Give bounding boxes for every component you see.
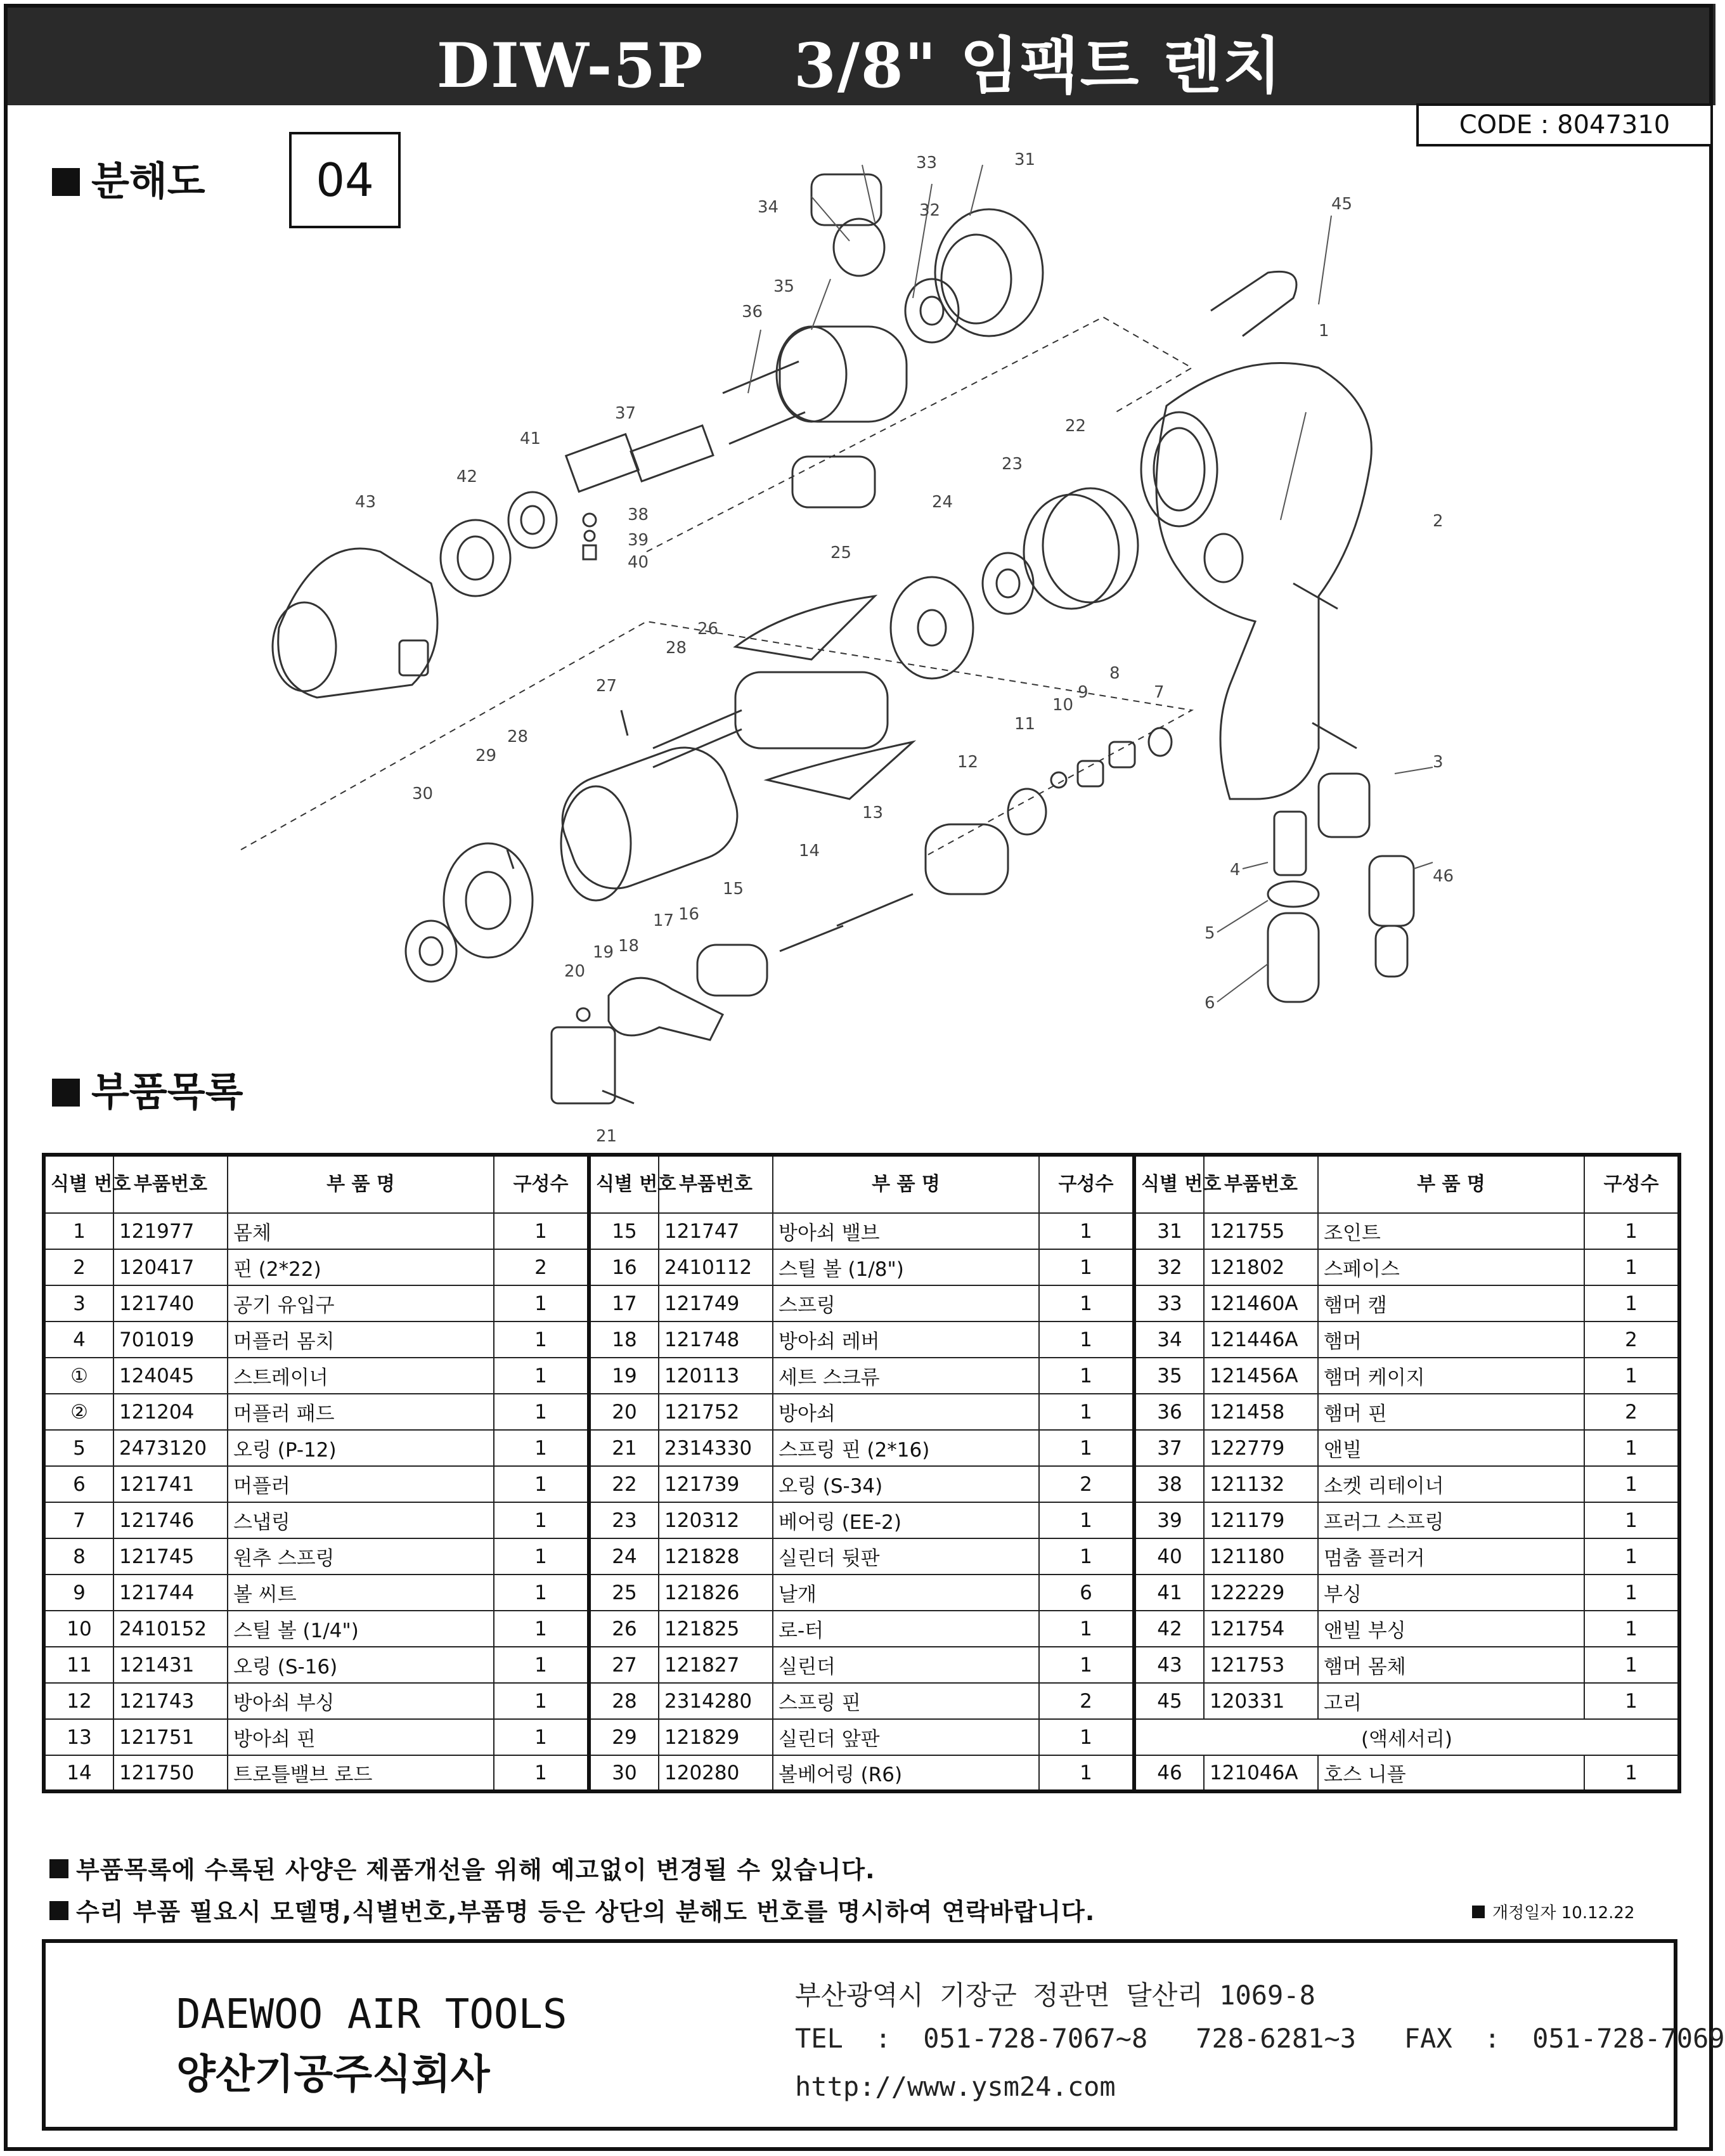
exploded-view-heading: 분해도	[52, 150, 205, 206]
square-bullet-icon	[49, 1901, 68, 1920]
cell-qty: 2	[1039, 1466, 1134, 1502]
table-row	[44, 1394, 1679, 1430]
cell-id: 11	[44, 1647, 113, 1683]
part-label: 35	[773, 277, 795, 296]
cell-id: 31	[1134, 1213, 1204, 1249]
part-label: 1	[1319, 321, 1329, 341]
company-name-ko: 양산기공주식회사	[176, 2051, 490, 2098]
part-label: 24	[932, 493, 953, 512]
cell-id: 18	[589, 1322, 659, 1358]
cell-qty: 1	[1584, 1538, 1679, 1575]
cell-qty: 1	[494, 1213, 589, 1249]
cell-qty: 1	[1584, 1575, 1679, 1611]
cell-name: 고리	[1318, 1683, 1584, 1719]
part-label: 21	[596, 1127, 617, 1146]
cell-qty: 1	[1039, 1358, 1134, 1394]
cell-part-no: 121743	[113, 1683, 228, 1719]
cell-id: 12	[44, 1683, 113, 1719]
cell-id: 9	[44, 1575, 113, 1611]
cell-name: 소켓 리테이너	[1318, 1466, 1584, 1502]
column-header-qty: 구성수	[1584, 1155, 1679, 1213]
cell-qty: 1	[1584, 1213, 1679, 1249]
cell-part-no: 2410152	[113, 1611, 228, 1647]
cell-part-no: 121204	[113, 1394, 228, 1430]
cell-name: 방아쇠 레버	[773, 1322, 1039, 1358]
cell-part-no: 121750	[113, 1755, 228, 1791]
part-label: 25	[830, 543, 852, 562]
part-label: 39	[628, 531, 649, 550]
cell-id: 43	[1134, 1647, 1204, 1683]
part-label: 41	[520, 429, 541, 448]
cell-id: ②	[44, 1394, 113, 1430]
cell-id: 34	[1134, 1322, 1204, 1358]
cell-id: 22	[589, 1466, 659, 1502]
cell-qty: 1	[1039, 1285, 1134, 1322]
cell-id: 25	[589, 1575, 659, 1611]
square-bullet-icon	[52, 1079, 80, 1107]
part-label: 15	[723, 880, 744, 899]
cell-id: 40	[1134, 1538, 1204, 1575]
cell-part-no: 122779	[1204, 1430, 1318, 1466]
cell-name: 스틸 볼 (1/8")	[773, 1249, 1039, 1285]
parts-list-heading: 부품목록	[52, 1060, 243, 1117]
revision-date: 개정일자 10.12.22	[1472, 1900, 1635, 1923]
table-row	[44, 1611, 1679, 1647]
cell-part-no: 121745	[113, 1538, 228, 1575]
cell-name: 로-터	[773, 1611, 1039, 1647]
column-header-part-no: 부품번호	[113, 1155, 228, 1213]
company-phone-fax: TEL : 051-728-7067~8 728-6281~3 FAX : 051-728-7069	[795, 2023, 1725, 2054]
cell-part-no: 121431	[113, 1647, 228, 1683]
part-label: 45	[1331, 195, 1353, 214]
part-label: 37	[615, 404, 636, 423]
table-row	[44, 1213, 1679, 1249]
page-number-box: 04	[289, 132, 401, 228]
cell-qty: 2	[494, 1249, 589, 1285]
cell-name: 햄머 핀	[1318, 1394, 1584, 1430]
table-row	[44, 1647, 1679, 1683]
cell-id: 2	[44, 1249, 113, 1285]
cell-part-no: 2473120	[113, 1430, 228, 1466]
table-row	[44, 1249, 1679, 1285]
cell-id: 38	[1134, 1466, 1204, 1502]
cell-name: 햄머 케이지	[1318, 1358, 1584, 1394]
table-row	[44, 1502, 1679, 1538]
cell-name: 멈춤 플러거	[1318, 1538, 1584, 1575]
company-footer	[42, 1939, 1725, 2131]
cell-part-no: 701019	[113, 1322, 228, 1358]
cell-id: 5	[44, 1430, 113, 1466]
cell-qty: 1	[494, 1538, 589, 1575]
cell-id: 33	[1134, 1285, 1204, 1322]
column-header-qty: 구성수	[1039, 1155, 1134, 1213]
cell-qty: 1	[1584, 1249, 1679, 1285]
cell-qty: 1	[494, 1466, 589, 1502]
cell-name: 햄머 캠	[1318, 1285, 1584, 1322]
parts-table	[42, 1153, 1681, 1793]
part-label: 32	[919, 201, 941, 220]
cell-qty: 2	[1039, 1683, 1134, 1719]
table-row	[44, 1322, 1679, 1358]
cell-part-no: 120113	[659, 1358, 773, 1394]
cell-part-no: 121828	[659, 1538, 773, 1575]
column-header-id: 식별 번호	[589, 1155, 659, 1213]
cell-qty: 1	[1039, 1322, 1134, 1358]
cell-id: 46	[1134, 1755, 1204, 1791]
part-label: 3	[1433, 753, 1444, 772]
cell-name: 원추 스프링	[228, 1538, 494, 1575]
part-label: 29	[475, 746, 497, 765]
cell-qty: 1	[494, 1285, 589, 1322]
cell-part-no: 2410112	[659, 1249, 773, 1285]
cell-name: 햄머	[1318, 1322, 1584, 1358]
cell-part-no: 120417	[113, 1249, 228, 1285]
cell-name: 방아쇠 핀	[228, 1719, 494, 1755]
cell-qty: 1	[494, 1575, 589, 1611]
cell-name: 방아쇠	[773, 1394, 1039, 1430]
cell-qty: 6	[1039, 1575, 1134, 1611]
part-label: 28	[666, 639, 687, 658]
part-label: 13	[862, 803, 884, 822]
part-label: 33	[916, 153, 938, 172]
table-row	[44, 1466, 1679, 1502]
cell-part-no: 121456A	[1204, 1358, 1318, 1394]
cell-name: 머플러 몸치	[228, 1322, 494, 1358]
cell-qty: 1	[1039, 1611, 1134, 1647]
cell-qty: 1	[494, 1611, 589, 1647]
note-spec-change: 부품목록에 수록된 사양은 제품개선을 위해 예고없이 변경될 수 있습니다.	[49, 1850, 875, 1885]
cell-part-no: 120280	[659, 1755, 773, 1791]
cell-id: 36	[1134, 1394, 1204, 1430]
cell-part-no: 121829	[659, 1719, 773, 1755]
table-row	[44, 1755, 1679, 1791]
company-name-en: DAEWOO AIR TOOLS	[176, 1991, 567, 2038]
cell-part-no: 122229	[1204, 1575, 1318, 1611]
cell-qty: 1	[1039, 1755, 1134, 1791]
cell-part-no: 121180	[1204, 1538, 1318, 1575]
cell-part-no: 120312	[659, 1502, 773, 1538]
square-bullet-icon	[49, 1859, 68, 1878]
parts-table-body	[44, 1213, 1679, 1791]
cell-name: 스프링 핀	[773, 1683, 1039, 1719]
cell-part-no: 124045	[113, 1358, 228, 1394]
cell-id: 29	[589, 1719, 659, 1755]
cell-part-no: 121740	[113, 1285, 228, 1322]
cell-qty: 1	[1584, 1466, 1679, 1502]
cell-part-no: 121753	[1204, 1647, 1318, 1683]
cell-qty: 1	[1584, 1755, 1679, 1791]
cell-qty: 1	[1584, 1430, 1679, 1466]
cell-qty: 1	[494, 1430, 589, 1466]
cell-id: 15	[589, 1213, 659, 1249]
column-header-id: 식별 번호	[1134, 1155, 1204, 1213]
column-header-name: 부 품 명	[773, 1155, 1039, 1213]
part-label: 43	[355, 493, 377, 512]
cell-qty: 1	[494, 1358, 589, 1394]
part-label: 19	[593, 943, 614, 962]
column-header-name: 부 품 명	[1318, 1155, 1584, 1213]
cell-name: 조인트	[1318, 1213, 1584, 1249]
cell-name: 햄머 몸체	[1318, 1647, 1584, 1683]
cell-part-no: 2314330	[659, 1430, 773, 1466]
cell-qty: 2	[1584, 1322, 1679, 1358]
part-label: 40	[628, 553, 649, 572]
cell-qty: 1	[1584, 1647, 1679, 1683]
cell-part-no: 121179	[1204, 1502, 1318, 1538]
part-label: 46	[1433, 867, 1454, 886]
part-label: 2	[1433, 512, 1444, 531]
cell-name: 실린더	[773, 1647, 1039, 1683]
cell-id: 13	[44, 1719, 113, 1755]
cell-id: 23	[589, 1502, 659, 1538]
cell-part-no: 121826	[659, 1575, 773, 1611]
table-row	[44, 1575, 1679, 1611]
cell-part-no: 121747	[659, 1213, 773, 1249]
cell-name: 스프링 핀 (2*16)	[773, 1430, 1039, 1466]
cell-qty: 1	[1584, 1285, 1679, 1322]
cell-name: 볼 씨트	[228, 1575, 494, 1611]
part-label: 12	[957, 753, 979, 772]
cell-part-no: 121460A	[1204, 1285, 1318, 1322]
column-header-part-no: 부품번호	[1204, 1155, 1318, 1213]
cell-id: 39	[1134, 1502, 1204, 1538]
cell-name: 공기 유입구	[228, 1285, 494, 1322]
cell-id: 37	[1134, 1430, 1204, 1466]
part-label: 27	[596, 677, 617, 696]
cell-part-no: 121751	[113, 1719, 228, 1755]
cell-id: 21	[589, 1430, 659, 1466]
part-label: 16	[678, 905, 700, 924]
part-label: 26	[697, 620, 719, 639]
column-header-name: 부 품 명	[228, 1155, 494, 1213]
cell-qty: 1	[494, 1719, 589, 1755]
cell-qty: 1	[1584, 1611, 1679, 1647]
part-label: 9	[1078, 683, 1089, 702]
column-header-part-no: 부품번호	[659, 1155, 773, 1213]
part-label: 6	[1205, 994, 1215, 1013]
cell-id: 24	[589, 1538, 659, 1575]
cell-part-no: 121744	[113, 1575, 228, 1611]
cell-qty: 1	[1039, 1502, 1134, 1538]
square-bullet-icon	[1472, 1906, 1485, 1918]
cell-qty: 1	[494, 1683, 589, 1719]
table-row	[44, 1358, 1679, 1394]
cell-name: 호스 니플	[1318, 1755, 1584, 1791]
exploded-view-diagram	[241, 140, 1509, 1154]
cell-part-no: 121739	[659, 1466, 773, 1502]
cell-qty: 1	[1584, 1683, 1679, 1719]
cell-id: 1	[44, 1213, 113, 1249]
cell-name: 프러그 스프링	[1318, 1502, 1584, 1538]
cell-name: 오링 (S-34)	[773, 1466, 1039, 1502]
cell-id: 45	[1134, 1683, 1204, 1719]
part-label: 8	[1109, 664, 1120, 683]
cell-id: 27	[589, 1647, 659, 1683]
cell-part-no: 121132	[1204, 1466, 1318, 1502]
cell-name: 스페이스	[1318, 1249, 1584, 1285]
cell-name: 앤빌	[1318, 1430, 1584, 1466]
table-row	[44, 1430, 1679, 1466]
cell-part-no: 121754	[1204, 1611, 1318, 1647]
part-label: 42	[456, 467, 478, 486]
cell-id: 10	[44, 1611, 113, 1647]
cell-part-no: 121802	[1204, 1249, 1318, 1285]
column-header-qty: 구성수	[494, 1155, 589, 1213]
cell-id: 17	[589, 1285, 659, 1322]
table-row	[44, 1719, 1679, 1755]
part-label: 20	[564, 962, 586, 981]
cell-name: 부싱	[1318, 1575, 1584, 1611]
document-title: DIW-5P 3/8" 임팩트 렌치	[436, 30, 1283, 101]
cell-name: 베어링 (EE-2)	[773, 1502, 1039, 1538]
cell-part-no: 121446A	[1204, 1322, 1318, 1358]
cell-name: 핀 (2*22)	[228, 1249, 494, 1285]
note-repair-contact: 수리 부품 필요시 모델명,식별번호,부품명 등은 상단의 분해도 번호를 명시하여 연락바랍니다.	[49, 1892, 1095, 1927]
cell-name: 머플러 패드	[228, 1394, 494, 1430]
part-label: 23	[1002, 455, 1023, 474]
cell-id: ①	[44, 1358, 113, 1394]
cell-id: 19	[589, 1358, 659, 1394]
cell-qty: 1	[1039, 1538, 1134, 1575]
cell-part-no: 121741	[113, 1466, 228, 1502]
cell-qty: 1	[1584, 1502, 1679, 1538]
cell-id: 32	[1134, 1249, 1204, 1285]
part-label: 10	[1052, 696, 1074, 715]
cell-name: 트로틀밸브 로드	[228, 1755, 494, 1791]
cell-name: 볼베어링 (R6)	[773, 1755, 1039, 1791]
cell-id: 4	[44, 1322, 113, 1358]
cell-name: 앤빌 부싱	[1318, 1611, 1584, 1647]
cell-qty: 1	[494, 1322, 589, 1358]
cell-qty: 1	[1039, 1394, 1134, 1430]
cell-name: 몸체	[228, 1213, 494, 1249]
cell-qty: 1	[494, 1502, 589, 1538]
cell-name: 오링 (P-12)	[228, 1430, 494, 1466]
cell-id: 6	[44, 1466, 113, 1502]
cell-part-no: 121748	[659, 1322, 773, 1358]
part-label: 11	[1014, 715, 1036, 734]
cell-name: 스트레이너	[228, 1358, 494, 1394]
part-label: 30	[412, 784, 434, 803]
table-row	[44, 1285, 1679, 1322]
table-header-row	[44, 1155, 1679, 1213]
cell-name: 오링 (S-16)	[228, 1647, 494, 1683]
cell-name: 실린더 앞판	[773, 1719, 1039, 1755]
part-label: 36	[742, 302, 763, 321]
cell-name: 날개	[773, 1575, 1039, 1611]
cell-part-no: 121458	[1204, 1394, 1318, 1430]
part-label: 31	[1014, 150, 1036, 169]
cell-qty: 1	[494, 1647, 589, 1683]
cell-id: 35	[1134, 1358, 1204, 1394]
product-code: CODE : 8047310	[1416, 103, 1713, 146]
cell-qty: 1	[1039, 1249, 1134, 1285]
accessory-label: (액세서리)	[1134, 1719, 1679, 1755]
cell-qty: 1	[1584, 1358, 1679, 1394]
table-row	[44, 1683, 1679, 1719]
part-label: 7	[1154, 683, 1165, 702]
cell-part-no: 121827	[659, 1647, 773, 1683]
part-label: 38	[628, 505, 649, 524]
cell-name: 방아쇠 부싱	[228, 1683, 494, 1719]
cell-qty: 1	[1039, 1430, 1134, 1466]
cell-id: 28	[589, 1683, 659, 1719]
cell-qty: 1	[1039, 1647, 1134, 1683]
cell-qty: 1	[1039, 1719, 1134, 1755]
table-row	[44, 1538, 1679, 1575]
cell-id: 20	[589, 1394, 659, 1430]
cell-part-no: 121755	[1204, 1213, 1318, 1249]
cell-part-no: 120331	[1204, 1683, 1318, 1719]
cell-qty: 1	[494, 1755, 589, 1791]
cell-part-no: 121752	[659, 1394, 773, 1430]
cell-name: 스프링	[773, 1285, 1039, 1322]
cell-id: 7	[44, 1502, 113, 1538]
company-address: 부산광역시 기장군 정관면 달산리 1069-8	[795, 1980, 1315, 2011]
part-label: 18	[618, 937, 640, 956]
cell-name: 세트 스크류	[773, 1358, 1039, 1394]
cell-id: 3	[44, 1285, 113, 1322]
cell-name: 스틸 볼 (1/4")	[228, 1611, 494, 1647]
part-label: 34	[758, 198, 779, 217]
cell-qty: 1	[494, 1394, 589, 1430]
cell-qty: 1	[1039, 1213, 1134, 1249]
cell-id: 26	[589, 1611, 659, 1647]
cell-name: 방아쇠 밸브	[773, 1213, 1039, 1249]
cell-name: 실린더 뒷판	[773, 1538, 1039, 1575]
part-label: 4	[1230, 860, 1241, 880]
cell-id: 8	[44, 1538, 113, 1575]
cell-part-no: 2314280	[659, 1683, 773, 1719]
cell-part-no: 121977	[113, 1213, 228, 1249]
cell-part-no: 121046A	[1204, 1755, 1318, 1791]
cell-id: 42	[1134, 1611, 1204, 1647]
company-website-link[interactable]: http://www.ysm24.com	[795, 2071, 1116, 2102]
cell-name: 머플러	[228, 1466, 494, 1502]
part-label: 28	[507, 727, 529, 746]
part-label: 5	[1205, 924, 1215, 943]
cell-id: 41	[1134, 1575, 1204, 1611]
part-label: 22	[1065, 417, 1087, 436]
part-label: 17	[653, 911, 675, 930]
cell-part-no: 121749	[659, 1285, 773, 1322]
column-header-id: 식별 번호	[44, 1155, 113, 1213]
square-bullet-icon	[52, 168, 80, 196]
cell-id: 30	[589, 1755, 659, 1791]
cell-id: 14	[44, 1755, 113, 1791]
cell-qty: 2	[1584, 1394, 1679, 1430]
cell-name: 스냅링	[228, 1502, 494, 1538]
cell-part-no: 121746	[113, 1502, 228, 1538]
part-label: 14	[799, 841, 820, 860]
cell-part-no: 121825	[659, 1611, 773, 1647]
cell-id: 16	[589, 1249, 659, 1285]
